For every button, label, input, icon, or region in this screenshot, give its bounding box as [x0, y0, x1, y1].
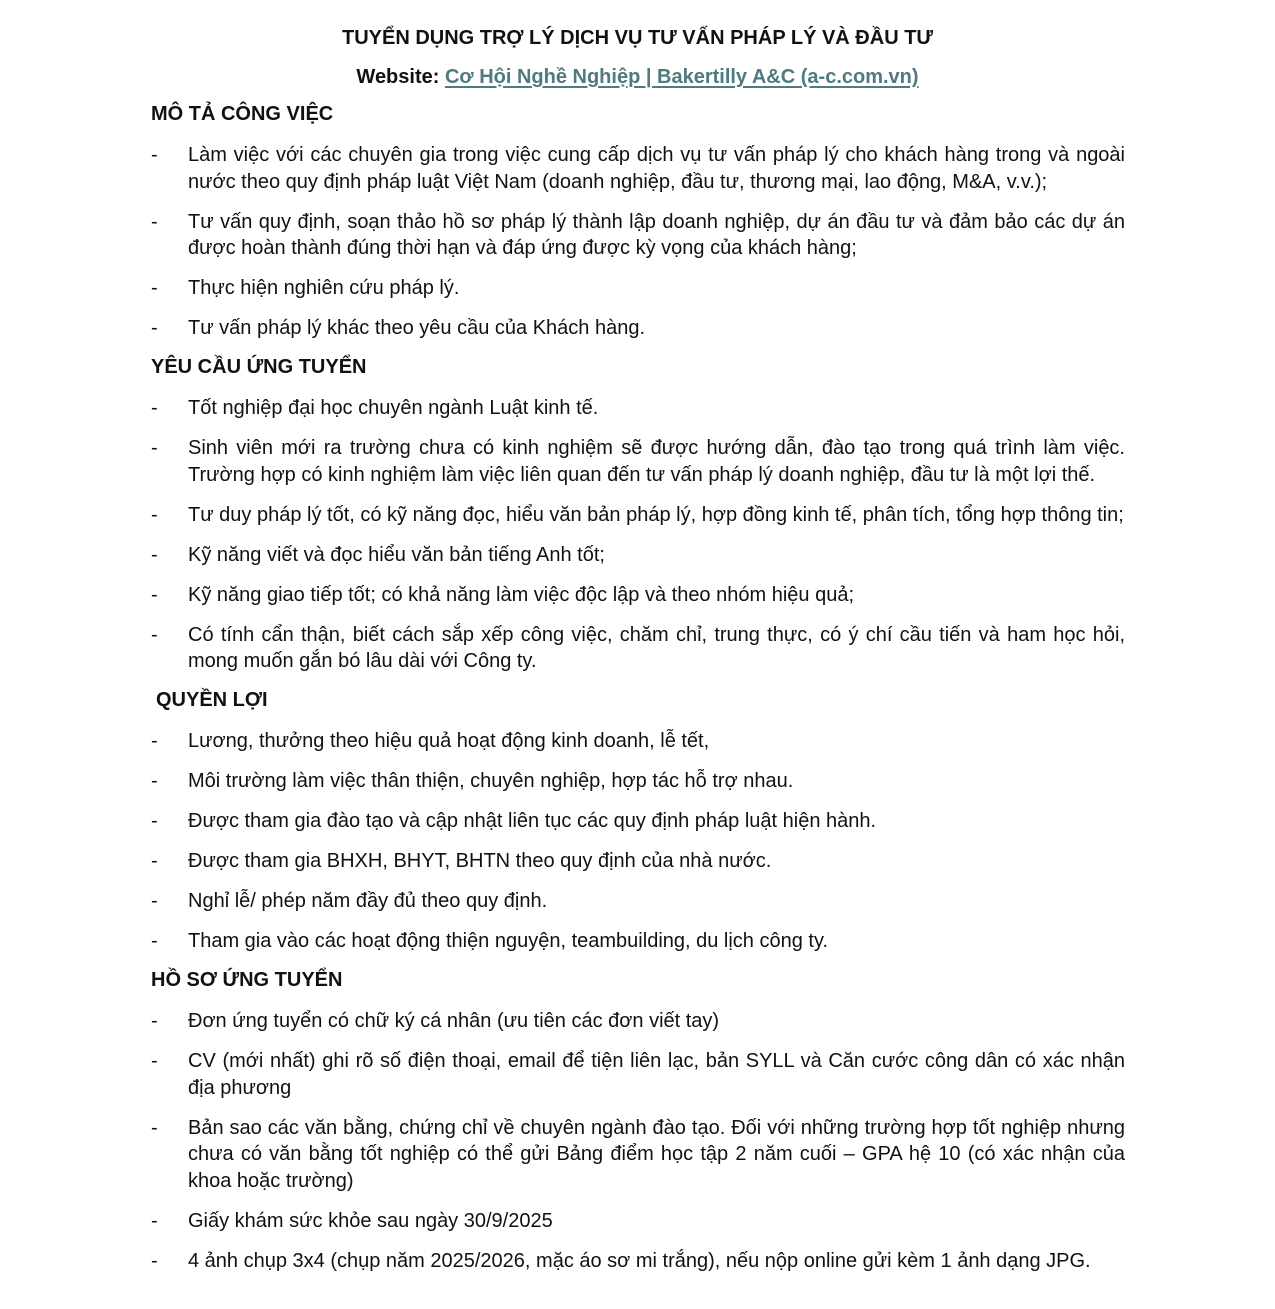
bullet-dash: -	[151, 543, 158, 566]
bullet-dash: -	[151, 623, 158, 646]
list-item	[151, 275, 1125, 302]
bullet-list	[151, 142, 1125, 342]
list-item	[151, 728, 1125, 755]
list-item	[151, 1115, 1125, 1195]
list-item-text: Nghỉ lễ/ phép năm đầy đủ theo quy định.	[188, 890, 548, 912]
list-item	[151, 928, 1125, 955]
bullet-dash: -	[151, 1050, 158, 1072]
list-item-text: Kỹ năng giao tiếp tốt; có khả năng làm việc độc lập và theo nhóm hiệu quả;	[188, 583, 854, 606]
bullet-dash: -	[151, 730, 158, 752]
bullet-dash: -	[151, 1010, 158, 1032]
list-item-text: Được tham gia BHXH, BHYT, BHTN theo quy định của nhà nước.	[188, 850, 772, 872]
bullet-dash: -	[151, 583, 158, 606]
list-item	[151, 435, 1125, 488]
list-item-text: Bản sao các văn bằng, chứng chỉ về chuyên ngành đào tạo. Đối với những trường hợp tốt nghiệp nhưng chưa có văn bằng tốt nghiệp có thể gửi Bảng điểm học tập 2 năm cuối – GPA hệ 10 (có xác nhận của khoa hoặc trường)	[188, 1116, 1125, 1192]
section-application-documents	[151, 968, 1125, 1274]
list-item-text: Thực hiện nghiên cứu pháp lý.	[188, 277, 460, 299]
list-item-text: Tư vấn quy định, soạn thảo hồ sơ pháp lý thành lập doanh nghiệp, dự án đầu tư và đảm bảo các dự án được hoàn thành đúng thời hạn và đáp ứng được kỳ vọng của khách hàng;	[188, 210, 1125, 259]
bullet-dash: -	[151, 1209, 158, 1232]
list-item	[151, 1208, 1125, 1235]
list-item	[151, 395, 1125, 422]
bullet-dash: -	[151, 437, 158, 459]
list-item	[151, 888, 1125, 915]
list-item	[151, 502, 1125, 529]
bullet-dash: -	[151, 850, 158, 872]
section-heading: MÔ TẢ CÔNG VIỆC	[151, 103, 334, 125]
page-title: TUYỂN DỤNG TRỢ LÝ DỊCH VỤ TƯ VẤN PHÁP LÝ VÀ ĐẦU TƯ	[341, 27, 933, 49]
list-item	[151, 622, 1125, 675]
website-link[interactable]: Cơ Hội Nghề Nghiệp | Bakertilly A&C (a-c.com.vn)	[444, 66, 919, 88]
list-item-text: CV (mới nhất) ghi rõ số điện thoại, email để tiện liên lạc, bản SYLL và Căn cước công dân có xác nhận địa phương	[188, 1050, 1125, 1099]
bullet-dash: -	[151, 277, 158, 299]
bullet-list	[151, 728, 1125, 955]
bullet-dash: -	[151, 1249, 158, 1272]
bullet-dash: -	[151, 397, 158, 419]
list-item	[151, 1248, 1125, 1275]
list-item-text: Môi trường làm việc thân thiện, chuyên nghiệp, hợp tác hỗ trợ nhau.	[188, 770, 794, 792]
bullet-dash: -	[151, 503, 158, 526]
list-item-text: Tư duy pháp lý tốt, có kỹ năng đọc, hiểu văn bản pháp lý, hợp đồng kinh tế, phân tích, tổng hợp thông tin;	[188, 503, 1124, 526]
list-item	[151, 1008, 1125, 1035]
section-requirements	[151, 355, 1125, 675]
list-item	[151, 768, 1125, 795]
list-item-text: Làm việc với các chuyên gia trong việc cung cấp dịch vụ tư vấn pháp lý cho khách hàng trong và ngoài nước theo quy định pháp luật Việt Nam (doanh nghiệp, đầu tư, thương mại, lao động, M&A, v.v.);	[188, 144, 1125, 193]
bullet-dash: -	[151, 144, 158, 166]
list-item	[151, 808, 1125, 835]
list-item	[151, 542, 1125, 569]
list-item	[151, 848, 1125, 875]
bullet-dash: -	[151, 890, 158, 912]
bullet-dash: -	[151, 210, 158, 233]
list-item	[151, 209, 1125, 262]
bullet-dash: -	[151, 810, 158, 832]
list-item	[151, 582, 1125, 609]
list-item-text: Sinh viên mới ra trường chưa có kinh nghiệm sẽ được hướng dẫn, đào tạo trong quá trình làm việc. Trường hợp có kinh nghiệm làm việc liên quan đến tư vấn pháp lý doanh nghiệp, đầu tư là một lợi thế.	[188, 437, 1125, 486]
list-item	[151, 315, 1125, 342]
bullet-dash: -	[151, 770, 158, 792]
bullet-list	[151, 1008, 1125, 1274]
list-item-text: Có tính cẩn thận, biết cách sắp xếp công việc, chăm chỉ, trung thực, có ý chí cầu tiến và ham học hỏi, mong muốn gắn bó lâu dài với Công ty.	[188, 623, 1125, 672]
website-line	[0, 65, 1275, 89]
list-item	[151, 1048, 1125, 1101]
document-body	[151, 102, 1125, 1288]
section-heading: HỒ SƠ ỨNG TUYỂN	[151, 969, 343, 991]
list-item-text: Tư vấn pháp lý khác theo yêu cầu của Khách hàng.	[188, 317, 646, 339]
list-item-text: Được tham gia đào tạo và cập nhật liên tục các quy định pháp luật hiện hành.	[188, 810, 877, 832]
bullet-dash: -	[151, 317, 158, 339]
list-item	[151, 142, 1125, 195]
section-heading: YÊU CẦU ỨNG TUYỂN	[151, 356, 367, 378]
list-item-text: Tham gia vào các hoạt động thiện nguyện, teambuilding, du lịch công ty.	[188, 930, 829, 952]
list-item-text: Lương, thưởng theo hiệu quả hoạt động kinh doanh, lễ tết,	[188, 730, 710, 752]
section-benefits	[151, 688, 1125, 955]
list-item-text: 4 ảnh chụp 3x4 (chụp năm 2025/2026, mặc áo sơ mi trắng), nếu nộp online gửi kèm 1 ảnh dạng JPG.	[188, 1249, 1091, 1272]
website-label: Website:	[356, 66, 440, 88]
section-job-description	[151, 102, 1125, 342]
list-item-text: Đơn ứng tuyển có chữ ký cá nhân (ưu tiên các đơn viết tay)	[188, 1010, 720, 1032]
list-item-text: Kỹ năng viết và đọc hiểu văn bản tiếng Anh tốt;	[188, 543, 605, 566]
list-item-text: Giấy khám sức khỏe sau ngày 30/9/2025	[188, 1209, 553, 1232]
bullet-dash: -	[151, 930, 158, 952]
bullet-list	[151, 395, 1125, 675]
bullet-dash: -	[151, 1116, 158, 1139]
section-heading: QUYỀN LỢI	[156, 689, 268, 711]
list-item-text: Tốt nghiệp đại học chuyên ngành Luật kinh tế.	[188, 397, 599, 419]
